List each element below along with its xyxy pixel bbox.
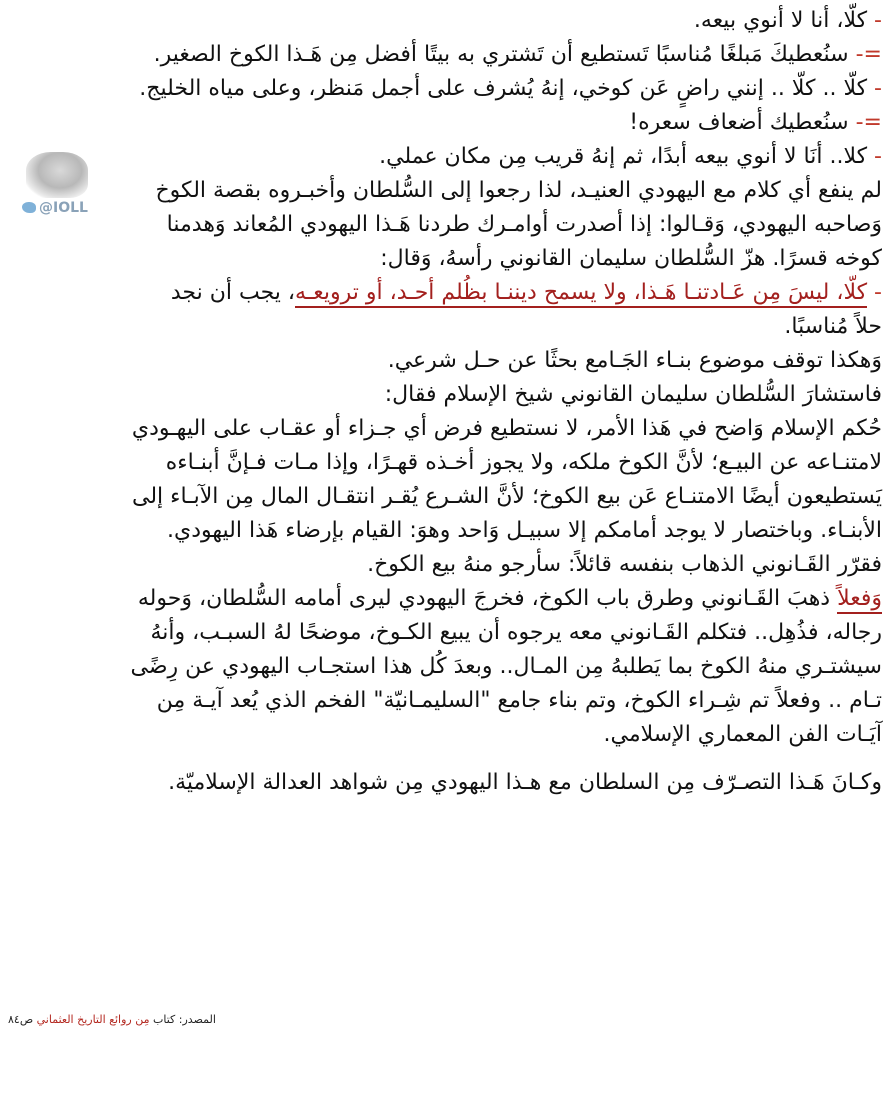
text-line: - كلا.. أنَا لا أنوي بيعه أبدًا، ثم إنهُ قريب مِن مكان عملي. [379,144,882,169]
text-line: تـام .. وفعلاً تم شِـراء الكوخ، وتم بناء جامع "السليمـانيّة" الفخم الذي يُعد آيـة مِن [156,688,882,713]
text-line: فقرّر القَـانوني الذهاب بنفسه قائلاً: سأرجو منهُ بيع الكوخ. [367,552,882,577]
text-line: كوخه قسرًا. هزّ السُّلطان سليمان القانوني رأسهُ، وَقال: [380,246,882,271]
text-line: الأبنـاء. وباختصار لا يوجد أمامكم إلا سبيـل وَاحد وهوَ: القيام بإرضاء هَذا اليهودي. [167,518,882,543]
text-line: فاستشارَ السُّلطان سليمان القانوني شيخ الإسلام فقال: [384,382,882,407]
text-line: لامتنـاعه عن البيـع؛ لأنَّ الكوخ ملكه، ولا يجوز أخـذه قهـرًا، وإذا مـات فـإنَّ أبنـاءه [165,450,882,475]
text-line: =- سنُعطيكَ مَبلغًا مُناسبًا تَستطيع أن تَشتري به بيتًا أفضل مِن هَـذا الكوخ الصغير. [153,42,882,67]
text-line: رجاله، فذُهِل.. فتكلم القَـانوني معه يرجوه أن يبيع الكـوخ، موضحًا لهُ السبـب، وأنهُ [150,620,882,645]
text-line: وكـانَ هَـذا التصـرّف مِن السلطان مع هـذا اليهودي مِن شواهد العدالة الإسلاميّة. [168,770,882,795]
text-line: - كلّا .. كلّا .. إنني راضٍ عَن كوخي، إنهُ يُشرف على أجمل مَنظر، وعلى مياه الخليج. [139,76,882,101]
text-line: وَهكذا توقف موضوع بنـاء الجَـامع بحثًا عن حـل شرعي. [387,348,882,373]
text-line: - كلّا، ليسَ مِن عَـادتنـا هَـذا، ولا يسمح ديننـا بظُلم أحـد، أو ترويعـه، يجب أن نجد [10,276,882,310]
text-line: حلاً مُناسبًا. [784,314,882,339]
text-line: =- سنُعطيك أضعاف سعره! [629,110,882,135]
text-line: حُكم الإسلام وَاضح في هَذا الأمر، لا نستطيع فرض أي جـزاء أو عقـاب على اليهـودي [131,416,882,441]
text-line: - كلّا، أنا لا أنوي بيعه. [693,8,882,33]
text-line: وَصاحبه اليهودي، وَقـالوا: إذا أصدرت أوامـرك طردنا هَـذا اليهودي المُعاند وَهدمنا [166,212,882,237]
text-line: لم ينفع أي كلام مع اليهودي العنيـد، لذا رجعوا إلى السُّلطان وأخبـروه بقصة الكوخ [155,178,882,203]
watermark [22,152,94,224]
text-line: وَفعلاً ذهبَ القَـانوني وطرق باب الكوخ، فخرجَ اليهودي ليرى أمامه السُّلطان، وَحوله [10,582,882,616]
text-line: سيشتـري منهُ الكوخ بما يَطلبهُ مِن المـال.. وبعدَ كُل هذا استجـاب اليهودي عن رِضًى [130,654,882,679]
highlighted-word: وَفعلاً [837,586,882,614]
twitter-bird-icon [22,202,36,213]
watermark-handle: @IOLL [39,200,88,216]
highlighted-quote: كلّا، ليسَ مِن عَـادتنـا هَـذا، ولا يسمح ديننـا بظُلم أحـد، أو ترويعـه [295,280,867,308]
text-line: يَستطيعون أيضًا الامتنـاع عَن بيع الكوخ؛ لأنَّ الشـرع يُقـر انتقـال المال مِن الآبـاء إلى [131,484,882,509]
watermark-portrait-icon [26,152,88,198]
source-citation: المصدر: كتاب مِن روائع التاريخ العثماني ص٨٤ [8,1013,216,1026]
text-line: آيَـات الفن المعماري الإسلامي. [603,722,882,747]
source-book-title: مِن روائع التاريخ العثماني [36,1013,150,1026]
